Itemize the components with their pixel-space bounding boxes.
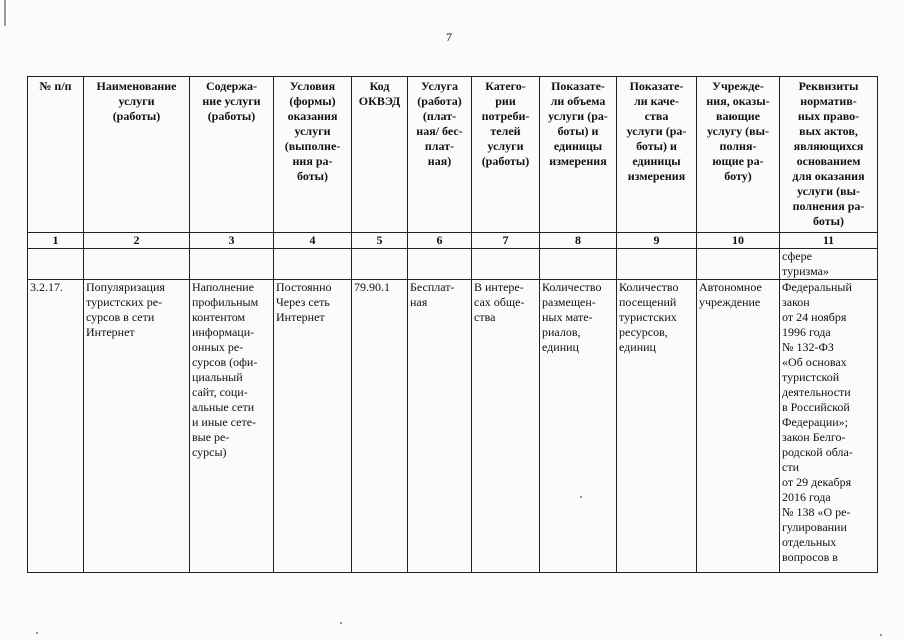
table-cell <box>84 249 190 280</box>
header-cell-volume-indicators: Показате- ли объема услуги (ра- боты) и единицы измерения <box>540 77 617 233</box>
column-number-cell: 3 <box>190 233 274 249</box>
header-cell-conditions: Условия (формы) оказания услуги (выполне- ния ра- боты) <box>274 77 352 233</box>
table-cell <box>190 249 274 280</box>
scan-speck <box>340 622 342 624</box>
row-number-cell: 3.2.17. <box>28 280 84 573</box>
table-row <box>28 280 878 573</box>
content-cell: Наполнение профильным контентом информаци- онных ре- сурсов (офи- циальный сайт, соци- альные сети и иные сете- вые ре- сурсы) <box>190 280 274 573</box>
table-cell <box>408 249 472 280</box>
continuation-row <box>28 249 878 280</box>
column-number-cell: 1 <box>28 233 84 249</box>
okved-code-cell: 79.90.1 <box>352 280 408 573</box>
column-number-cell: 5 <box>352 233 408 249</box>
header-cell-paid-free: Услуга (работа) (плат- ная/ бес- плат- ная) <box>408 77 472 233</box>
table-header-row <box>28 77 878 233</box>
service-name-cell: Популяризация туристских ре- сурсов в сети Интернет <box>84 280 190 573</box>
header-cell-quality-indicators: Показате- ли каче- ства услуги (ра- боты) и единицы измерения <box>617 77 697 233</box>
legal-acts-cell: Федеральный закон от 24 ноября 1996 года № 132-ФЗ «Об основах туристской деятельности в Российской Федерации»; закон Белго- родской обла- сти от 29 декабря 2016 года № 138 «О ре- гулировании отдельных вопросов в <box>780 280 878 573</box>
header-cell-content: Содержа- ние услуги (работы) <box>190 77 274 233</box>
column-number-cell: 10 <box>697 233 780 249</box>
volume-indicators-cell: Количество размещен- ных мате- риалов, единиц <box>540 280 617 573</box>
table-cell <box>274 249 352 280</box>
column-number-row <box>28 233 878 249</box>
header-cell-service-name: Наименование услуги (работы) <box>84 77 190 233</box>
column-number-cell: 6 <box>408 233 472 249</box>
column-number-cell: 2 <box>84 233 190 249</box>
quality-indicators-cell: Количество посещений туристских ресурсов, единиц <box>617 280 697 573</box>
column-number-cell: 11 <box>780 233 878 249</box>
column-number-cell: 9 <box>617 233 697 249</box>
table-cell <box>352 249 408 280</box>
column-number-cell: 4 <box>274 233 352 249</box>
header-cell-number: № п/п <box>28 77 84 233</box>
table-cell <box>617 249 697 280</box>
table-cell <box>697 249 780 280</box>
paid-free-cell: Бесплат- ная <box>408 280 472 573</box>
scan-speck <box>880 634 882 636</box>
services-registry-table <box>27 76 878 573</box>
table-cell <box>28 249 84 280</box>
table-cell <box>472 249 540 280</box>
table-cell: сфере туризма» <box>780 249 878 280</box>
institutions-cell: Автономное учреждение <box>697 280 780 573</box>
header-cell-institutions: Учрежде- ния, оказы- вающие услугу (вы- полня- ющие ра- боту) <box>697 77 780 233</box>
header-cell-legal-acts: Реквизиты норматив- ных право- вых актов, являющихся основанием для оказания услуги (вы- полнения ра- боты) <box>780 77 878 233</box>
column-number-cell: 8 <box>540 233 617 249</box>
column-number-cell: 7 <box>472 233 540 249</box>
page-number: 7 <box>446 30 452 44</box>
header-cell-okved-code: Код ОКВЭД <box>352 77 408 233</box>
conditions-cell: Постоянно Через сеть Интернет <box>274 280 352 573</box>
consumer-categories-cell: В интере- сах обще- ства <box>472 280 540 573</box>
scan-speck <box>36 632 38 634</box>
scan-edge-mark <box>4 0 6 26</box>
table-cell <box>540 249 617 280</box>
header-cell-consumer-categories: Катего- рии потреби- телей услуги (работы) <box>472 77 540 233</box>
